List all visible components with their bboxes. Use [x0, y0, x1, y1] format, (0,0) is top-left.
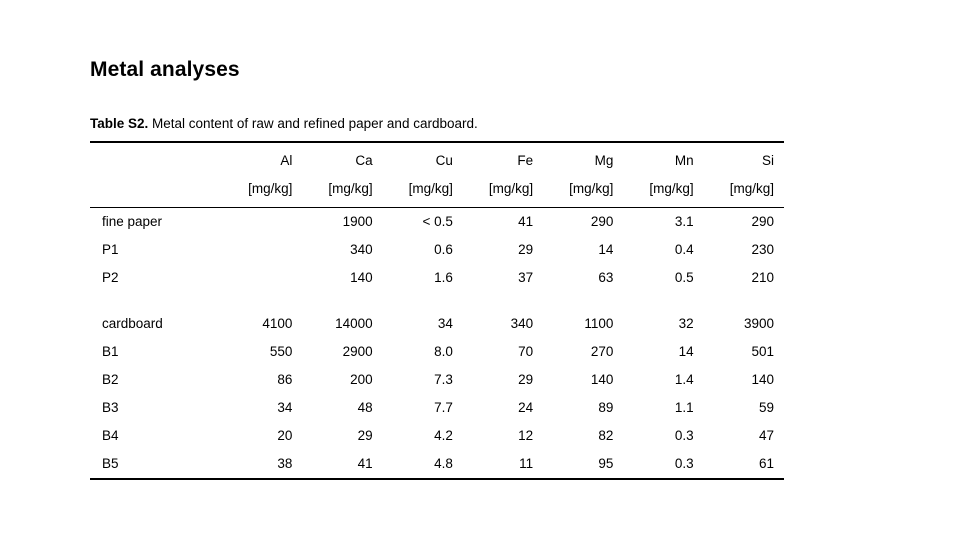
cell-mg: 140: [590, 372, 614, 387]
cell-mn: 32: [678, 316, 694, 331]
cell-fe: 29: [518, 242, 534, 257]
cell-cu: 0.6: [434, 242, 453, 257]
cell-si: 61: [704, 450, 784, 479]
cell-ca: 340: [350, 242, 373, 257]
cell-ca: 48: [357, 400, 373, 415]
unit-si: [mg/kg]: [729, 181, 774, 196]
unit-ca: [mg/kg]: [328, 181, 373, 196]
table-body: [90, 208, 784, 480]
cell-si: 59: [758, 400, 774, 415]
spacer-cell: [222, 292, 302, 310]
cell-ca: 1900: [302, 208, 382, 237]
row-label: B4: [102, 428, 119, 443]
cell-fe: 29: [518, 372, 534, 387]
table-header-row: [90, 142, 784, 175]
spacer-cell: [463, 292, 543, 310]
cell-si: 290: [704, 208, 784, 237]
column-header-si: Si: [704, 142, 784, 175]
cell-fe: 41: [463, 208, 543, 237]
cell-mn: 0.5: [674, 270, 694, 285]
cell-mn: 14: [678, 344, 694, 359]
unit-al: [mg/kg]: [248, 181, 293, 196]
cell-mn: 3.1: [623, 208, 703, 237]
cell-ca: 41: [302, 450, 382, 479]
column-header-al: Al: [222, 142, 302, 175]
row-label: P1: [102, 242, 119, 257]
table-row: [90, 338, 784, 366]
metal-content-table: [90, 141, 784, 480]
cell-cu: 8.0: [434, 344, 453, 359]
table-row: [90, 310, 784, 338]
column-header-cu: Cu: [383, 142, 463, 175]
page-title: Metal analyses: [90, 58, 240, 81]
cell-fe: 70: [518, 344, 534, 359]
cell-fe: 12: [518, 428, 534, 443]
table-row: [90, 450, 784, 479]
column-header-blank: [90, 142, 222, 175]
cell-cu: 4.2: [434, 428, 453, 443]
cell-mn: 1.4: [674, 372, 694, 387]
cell-fe: 37: [518, 270, 534, 285]
column-header-mg: Mg: [543, 142, 623, 175]
unit-mg: [mg/kg]: [569, 181, 614, 196]
cell-al: 20: [277, 428, 293, 443]
spacer-cell: [90, 292, 222, 310]
cell-mn: 1.1: [674, 400, 694, 415]
cell-mn: 0.3: [623, 450, 703, 479]
row-label: fine paper: [90, 208, 222, 237]
spacer-cell: [543, 292, 623, 310]
table-row: [90, 394, 784, 422]
column-header-ca: Ca: [302, 142, 382, 175]
cell-mg: 290: [543, 208, 623, 237]
row-label: cardboard: [102, 316, 163, 331]
row-label: B3: [102, 400, 119, 415]
column-header-fe: Fe: [463, 142, 543, 175]
cell-si: 3900: [743, 316, 774, 331]
cell-cu: 34: [437, 316, 453, 331]
cell-si: 501: [751, 344, 774, 359]
table-row: [90, 236, 784, 264]
cell-mn: 0.4: [674, 242, 694, 257]
cell-al: 550: [269, 344, 293, 359]
cell-cu: < 0.5: [383, 208, 463, 237]
cell-ca: 140: [350, 270, 373, 285]
table-caption: [90, 116, 870, 131]
cell-fe: 24: [518, 400, 534, 415]
table-group-spacer: [90, 292, 784, 310]
cell-mg: 82: [598, 428, 614, 443]
cell-si: 230: [751, 242, 774, 257]
unit-mn: [mg/kg]: [649, 181, 694, 196]
cell-al: 4100: [262, 316, 293, 331]
spacer-cell: [383, 292, 463, 310]
cell-si: 140: [751, 372, 774, 387]
cell-mg: 1100: [584, 316, 614, 331]
spacer-cell: [302, 292, 382, 310]
cell-mg: 89: [598, 400, 614, 415]
spacer-cell: [623, 292, 703, 310]
table-row: [90, 366, 784, 394]
unit-fe: [mg/kg]: [488, 181, 534, 196]
cell-al: [222, 208, 302, 237]
column-header-mn: Mn: [623, 142, 703, 175]
cell-ca: 200: [350, 372, 373, 387]
row-label: B5: [90, 450, 222, 479]
cell-ca: 29: [357, 428, 373, 443]
table-units-row: [90, 175, 784, 208]
table-row: [90, 208, 784, 237]
cell-al: 38: [222, 450, 302, 479]
table-caption-label: Table S2.: [90, 116, 149, 131]
row-label: B1: [102, 344, 119, 359]
cell-mg: 14: [598, 242, 614, 257]
cell-cu: 4.8: [383, 450, 463, 479]
cell-mg: 95: [543, 450, 623, 479]
cell-ca: 2900: [342, 344, 373, 359]
cell-al: 34: [277, 400, 293, 415]
cell-al: [222, 236, 302, 264]
cell-al: 86: [277, 372, 293, 387]
row-label: P2: [102, 270, 119, 285]
cell-si: 47: [758, 428, 774, 443]
cell-fe: 340: [510, 316, 534, 331]
cell-fe: 11: [463, 450, 543, 479]
table-head: [90, 142, 784, 208]
cell-mg: 63: [598, 270, 614, 285]
cell-ca: 14000: [335, 316, 373, 331]
unit-blank: [90, 175, 222, 208]
table-caption-text: Metal content of raw and refined paper and cardboard.: [148, 116, 478, 131]
row-label: B2: [102, 372, 119, 387]
spacer-cell: [704, 292, 784, 310]
cell-al: [222, 264, 302, 292]
table-row: [90, 264, 784, 292]
cell-cu: 1.6: [434, 270, 453, 285]
cell-mn: 0.3: [674, 428, 694, 443]
unit-cu: [mg/kg]: [408, 181, 453, 196]
cell-cu: 7.3: [434, 372, 453, 387]
cell-si: 210: [751, 270, 774, 285]
cell-cu: 7.7: [434, 400, 453, 415]
table-row: [90, 422, 784, 450]
cell-mg: 270: [590, 344, 614, 359]
